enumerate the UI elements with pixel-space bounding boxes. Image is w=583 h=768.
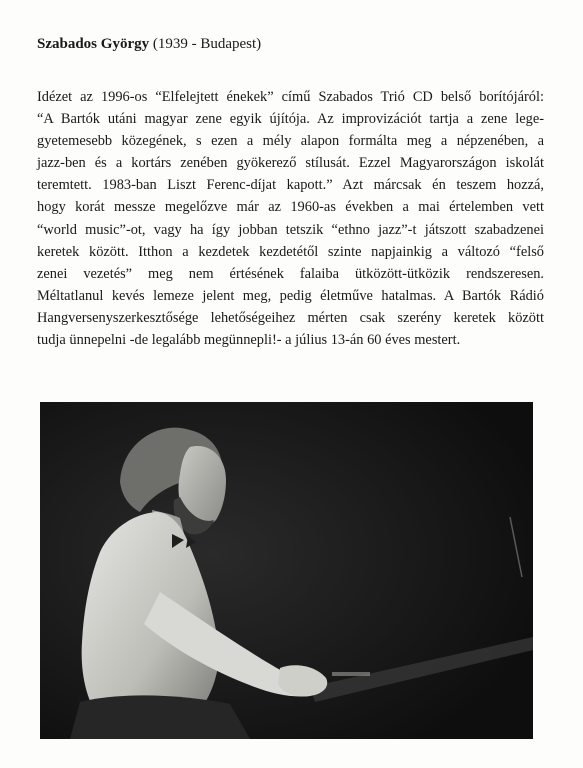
paragraph-line: jazz-ben és a kortárs zenében gyökerező stílusát. Ezzel Magyarországon iskolát xyxy=(37,155,544,172)
paragraph-line: zenei vezetés” meg nem értésének falaiba ütközött-ütközik rendszeresen. xyxy=(37,265,544,282)
paragraph-line: Hangversenyszerkesztősége lehetőségeihez mérten csak szerény keretek között xyxy=(37,309,544,326)
body-paragraph xyxy=(37,86,544,351)
page-heading xyxy=(37,34,261,54)
paragraph-line: “A Bartók utáni magyar zene egyik újítója. Az improvizációt tartja a zene lege- xyxy=(37,111,544,128)
heading-detail: (1939 - Budapest) xyxy=(152,36,262,52)
paragraph-line: gyetemesebb közegének, s ezen a mély alapon formálta meg a népzenében, a xyxy=(37,133,544,150)
paragraph-line: hogy korát messze megelőzve már az 1960-as években a mai értelemben vett xyxy=(37,199,544,216)
paragraph-line: keretek között. Itthon a kezdetek kezdetétől szinte napjainkig a változó “felső xyxy=(37,243,544,260)
paragraph-line: teremtett. 1983-ban Liszt Ferenc-díjat kapott.” Azt márcsak én teszem hozzá, xyxy=(37,177,544,194)
paragraph-line: Idézet az 1996-os “Elfelejtett énekek” című Szabados Trió CD belső borítójáról: xyxy=(37,89,544,105)
paragraph-line: tudja ünnepelni -de legalább megünnepli!- a július 13-án 60 éves mestert. xyxy=(37,332,461,349)
paragraph-line: “world music”-ot, vagy ha így jobban tetszik “ethno jazz”-t játszott szabadzenei xyxy=(37,221,544,238)
pianist-photo xyxy=(40,402,533,739)
heading-name: Szabados György xyxy=(37,36,150,52)
paragraph-line: Méltatlanul kevés lemeze jelent meg, pedig életműve hatalmas. A Bartók Rádió xyxy=(37,287,544,304)
